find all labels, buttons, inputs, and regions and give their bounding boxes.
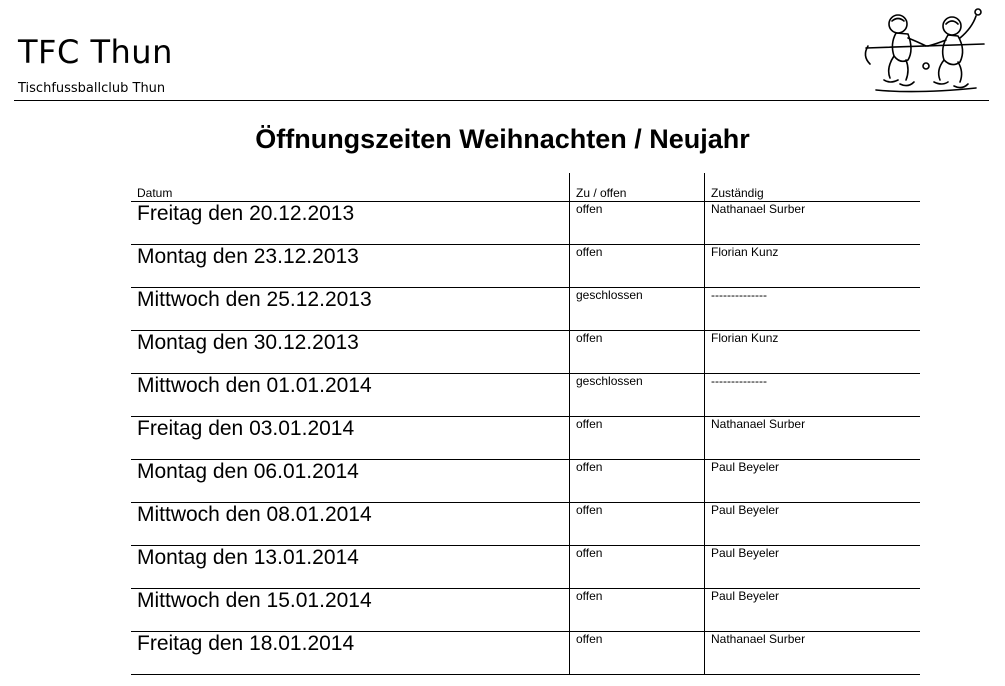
row-status: offen	[570, 589, 705, 632]
row-date: Mittwoch den 25.12.2013	[131, 288, 570, 331]
column-header-status: Zu / offen	[570, 173, 705, 202]
row-person: Paul Beyeler	[705, 503, 921, 546]
row-person: --------------	[705, 288, 921, 331]
row-person: Nathanael Surber	[705, 632, 921, 675]
row-status: offen	[570, 460, 705, 503]
row-person: Nathanael Surber	[705, 202, 921, 245]
row-date: Freitag den 03.01.2014	[131, 417, 570, 460]
row-person: Paul Beyeler	[705, 546, 921, 589]
row-person: Paul Beyeler	[705, 589, 921, 632]
table-row	[131, 417, 920, 460]
row-status: geschlossen	[570, 288, 705, 331]
row-status: offen	[570, 245, 705, 288]
document-title: Öffnungszeiten Weihnachten / Neujahr	[255, 124, 750, 154]
row-status: geschlossen	[570, 374, 705, 417]
table-header-row	[131, 173, 920, 202]
row-status: offen	[570, 503, 705, 546]
row-date: Montag den 23.12.2013	[131, 245, 570, 288]
table-row	[131, 589, 920, 632]
row-person: Nathanael Surber	[705, 417, 921, 460]
club-subtitle: Tischfussballclub Thun	[18, 81, 166, 96]
schedule-table	[131, 173, 920, 675]
table-row	[131, 288, 920, 331]
table-row	[131, 245, 920, 288]
row-status: offen	[570, 331, 705, 374]
row-date: Montag den 30.12.2013	[131, 331, 570, 374]
table-row	[131, 546, 920, 589]
table-row	[131, 374, 920, 417]
column-header-date: Datum	[131, 173, 570, 202]
foosball-players-icon	[856, 4, 992, 96]
row-person: --------------	[705, 374, 921, 417]
header-divider	[14, 100, 989, 101]
row-date: Freitag den 18.01.2014	[131, 632, 570, 675]
table-row	[131, 331, 920, 374]
table-row	[131, 503, 920, 546]
row-date: Mittwoch den 08.01.2014	[131, 503, 570, 546]
table-row	[131, 460, 920, 503]
row-date: Montag den 06.01.2014	[131, 460, 570, 503]
row-status: offen	[570, 417, 705, 460]
row-person: Paul Beyeler	[705, 460, 921, 503]
table-row	[131, 202, 920, 245]
row-status: offen	[570, 632, 705, 675]
column-header-person: Zuständig	[705, 173, 921, 202]
row-date: Montag den 13.01.2014	[131, 546, 570, 589]
row-date: Mittwoch den 15.01.2014	[131, 589, 570, 632]
row-person: Florian Kunz	[705, 331, 921, 374]
row-person: Florian Kunz	[705, 245, 921, 288]
row-date: Mittwoch den 01.01.2014	[131, 374, 570, 417]
row-status: offen	[570, 546, 705, 589]
row-status: offen	[570, 202, 705, 245]
table-row	[131, 632, 920, 675]
club-name: TFC Thun	[18, 33, 173, 71]
row-date: Freitag den 20.12.2013	[131, 202, 570, 245]
